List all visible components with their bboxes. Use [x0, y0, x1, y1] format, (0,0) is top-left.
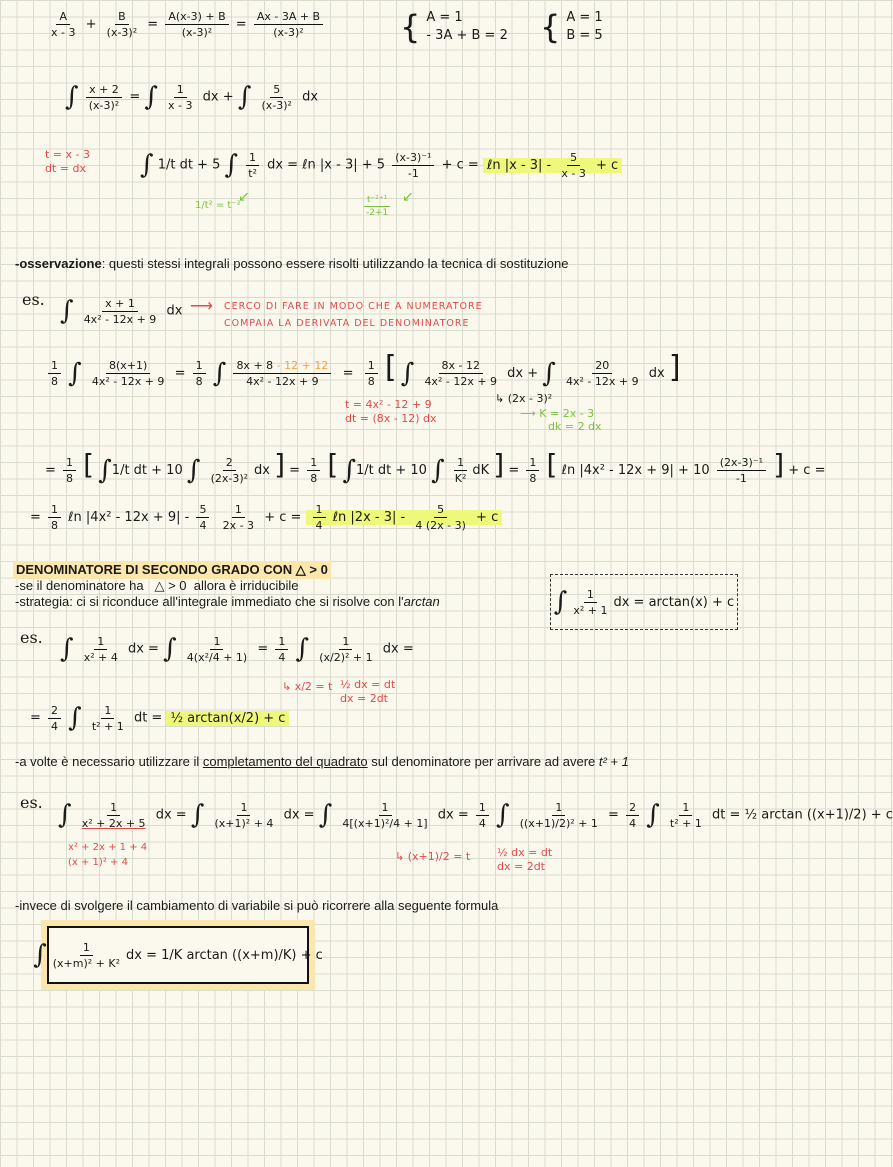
red-arrow: ⟶ [190, 298, 213, 315]
example-1-step3: = $\frac{1}{8}$ [ ∫1/t dt + 10 ∫ $\frac{2}{\text{(2x-3)²}}$ dx ] = $\frac{1}{8}$ [ ∫1/t dt + 10 ∫ $\frac{1}{\text{K²}}$ dK ] = $\frac{1}{8}$ [ ℓn |4x² - 12x + 9| + 10 $\frac{\text{(2x-3)⁻¹}}{-1}$ ] + c = [45, 448, 826, 486]
example-3-completing: x² + 2x + 1 + 4 (x + 1)² + 4 [68, 842, 148, 868]
example-1-step4: = $\frac{1}{8}$ ℓn |4x² - 12x + 9| - $\frac{5}{4}$ $\frac{1}{2x - 3}$ + c = $\frac{1}{4}$ ℓn |2x - 3| - $\frac{5}{4 (2x - 3)}$ + c [30, 503, 502, 532]
example-2-highlight: ½ arctan(x/2) + c [166, 711, 289, 726]
green-note-2: $\frac{\text{t⁻²⁺¹}}{-2+1}$ [366, 195, 389, 218]
highlighted-result: ℓn |x - 3| - $\frac{5}{x - 3}$ + c [483, 158, 622, 173]
substitution-note: t = x - 3 dt = dx [45, 148, 90, 175]
example-1-result: $\frac{1}{4}$ ℓn |2x - 3| - $\frac{5}{4 (2x - 3)}$ + c [306, 510, 503, 525]
example-3-sub-t: ↳ (x+1)/2 = t [395, 850, 471, 863]
example-3-label: es. [20, 793, 43, 812]
system-2-eq1: A = 1 [566, 10, 603, 25]
example-3-integral: ∫ $\frac{1}{\text{x² + 2x + 5}}$ dx = ∫ $\frac{1}{\text{(x+1)² + 4}}$ dx = ∫ $\frac{1}{\text{4[(x+1)²/4 + 1]}}$ dx = $\frac{1}{4}$ ∫ $\frac{1}{\text{((x+1)/2)² + 1}}$ = $\frac{2}{4}$ ∫ $\frac{1}{\text{t² + 1}}$ dt = ½ arctan ((x+1)/2) + c [58, 800, 893, 830]
example-1-sub1: t = 4x² - 12 + 9 dt = (8x - 12) dx [345, 398, 437, 425]
example-1-sub2: ⟶ K = 2x - 3 dk = 2 dx [520, 407, 602, 433]
fraction-b: $\frac{B}{\text{(x-3)²}}$ [106, 10, 138, 39]
system-1-eq1: A = 1 [426, 10, 463, 25]
example-2-sub-dx: ½ dx = dt dx = 2dt [340, 678, 396, 705]
fraction-combined: $\frac{A(x-3) + B}{\text{(x-3)²}}$ [165, 10, 228, 39]
example-1-integral: ∫ $\frac{x + 1}{\text{4x² - 12x + 9}}$ dx [60, 296, 183, 326]
system-2: { A = 1 B = 5 [540, 8, 603, 46]
example-3-sub-dx: ½ dx = dt dx = 2dt [497, 846, 553, 873]
completing-square-term: completamento del quadrato [202, 754, 368, 769]
example-2-label: es. [20, 628, 43, 647]
section-line-1: -se il denominatore ha △ > 0 allora è irriducibile [15, 578, 299, 593]
example-2-result: = $\frac{2}{4}$ ∫ $\frac{1}{\text{t² + 1}}$ dt = ½ arctan(x/2) + c [30, 703, 289, 733]
example-1-step2: $\frac{1}{8}$ ∫ $\frac{8(x+1)}{\text{4x² - 12x + 9}}$ = $\frac{1}{8}$ ∫ $\frac{8x + 8 - 12 + 12}{\text{4x² - 12x + 9}}$ = $\frac{1}{8}$ [ ∫ $\frac{8x - 12}{\text{4x² - 12x + 9}}$ dx + ∫ $\frac{20}{\text{4x² - 12x + 9}}$ dx ] [45, 350, 681, 389]
example-1-label: es. [22, 290, 45, 309]
completing-square-text: -a volte è necessario utilizzare il completamento del quadrato sul denominatore per arrivare ad avere t² + 1 [15, 754, 629, 769]
fraction-a: $\frac{A}{x - 3}$ [51, 10, 76, 39]
fraction-expanded: $\frac{Ax - 3A + B}{\text{(x-3)²}}$ [254, 10, 323, 39]
green-note-1: 1/t² = t⁻² [195, 200, 241, 211]
partial-fraction-equation: $\frac{A}{x - 3}$ + $\frac{B}{\text{(x-3)²}}$ = $\frac{A(x-3) + B}{\text{(x-3)²}}$ = $\frac{Ax - 3A + B}{\text{(x-3)²}}$ [45, 10, 326, 39]
example-2-sub-t: ↳ x/2 = t [282, 680, 333, 693]
formula-intro: -invece di svolgere il cambiamento di variabile si può ricorrere alla seguente formula [15, 898, 499, 913]
observation-text: -osservazione: questi stessi integrali possono essere risolti utilizzando la tecnica di sostituzione [15, 256, 569, 271]
system-1-eq2: - 3A + B = 2 [426, 28, 508, 43]
integral-solution-line: ∫ 1/t dt + 5 ∫ $\frac{1}{\text{t²}}$ dx = ℓn |x - 3| + 5 $\frac{\text{(x-3)⁻¹}}{-1}$ + c = ℓn |x - 3| - $\frac{5}{x - 3}$ + c [140, 150, 622, 180]
general-arctan-formula: ∫ $\frac{1}{\text{(x+m)² + K²}}$ dx = 1/K arctan ((x+m)/K) + c [47, 926, 309, 984]
arctan-formula-box: ∫ $\frac{1}{\text{x² + 1}}$ dx = arctan(x) + c [550, 574, 738, 630]
system-2-eq2: B = 5 [566, 28, 603, 43]
example-2-integral: ∫ $\frac{1}{\text{x² + 4}}$ dx = ∫ $\frac{1}{\text{4(x²/4 + 1)}}$ = $\frac{1}{4}$ ∫ $\frac{1}{\text{(x/2)² + 1}}$ dx = [60, 634, 414, 664]
arrow-2: ↙ [402, 188, 414, 204]
example-1-note: CERCO DI FARE IN MODO CHE A NUMERATORE COMPAIA LA DERIVATA DEL DENOMINATORE [224, 301, 483, 329]
arrow-1: ↙ [238, 188, 250, 204]
system-1: { A = 1 - 3A + B = 2 [400, 8, 508, 46]
integral-split-line: ∫ $\frac{x + 2}{\text{(x-3)²}}$ = ∫ $\frac{1}{x - 3}$ dx + ∫ $\frac{5}{\text{(x-3)²}}$ dx [65, 82, 319, 112]
example-1-sub2-square: ↳ (2x - 3)² [495, 392, 553, 405]
section-line-2: -strategia: ci si riconduce all'integrale immediato che si risolve con l'arctan [15, 594, 440, 609]
section-heading: DENOMINATORE DI SECONDO GRADO CON △ > 0 [13, 561, 331, 579]
